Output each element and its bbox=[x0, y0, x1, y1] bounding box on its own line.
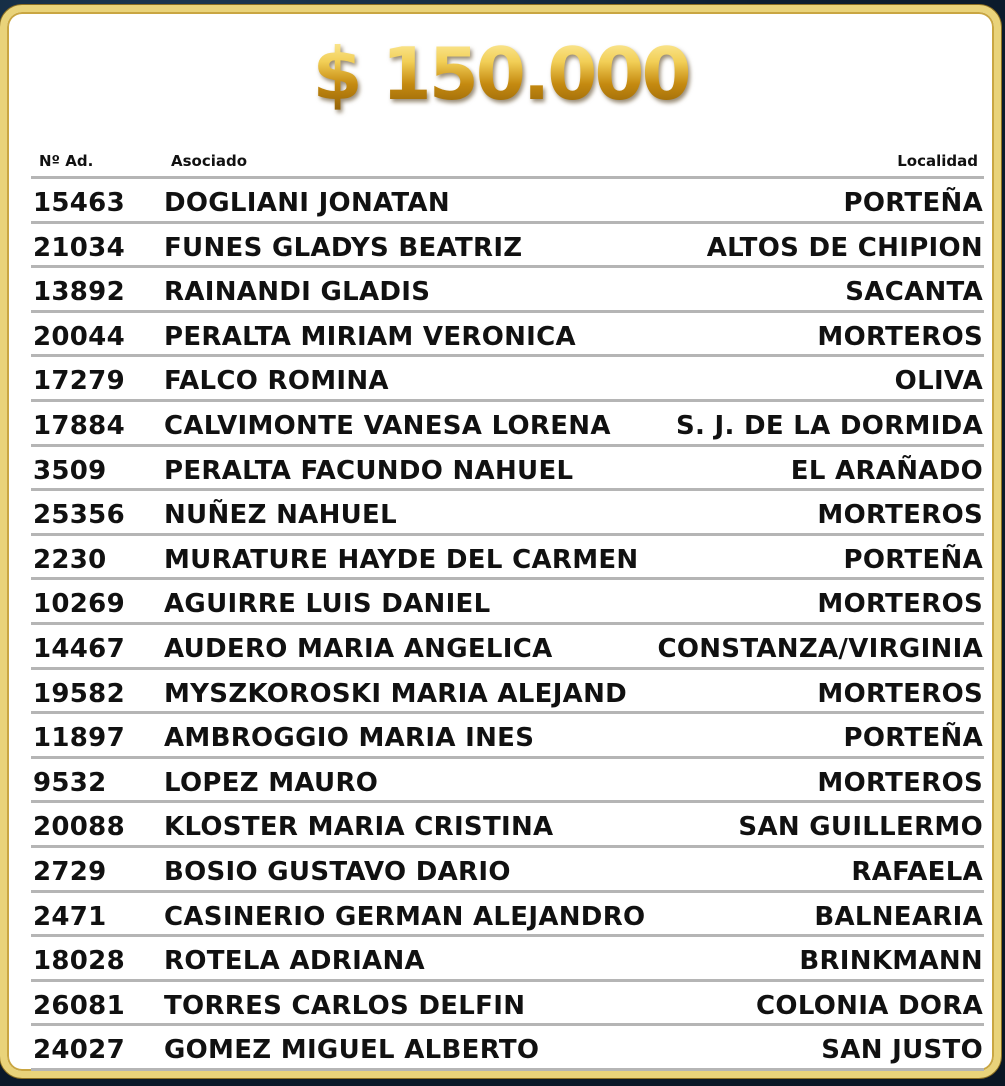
member-locality: OLIVA bbox=[894, 366, 983, 397]
table-row bbox=[31, 714, 984, 759]
table-row bbox=[31, 402, 984, 447]
table-row bbox=[31, 937, 984, 982]
member-name: MYSZKOROSKI MARIA ALEJAND bbox=[164, 678, 628, 709]
member-number: 10269 bbox=[33, 589, 125, 620]
member-locality: ALTOS DE CHIPION bbox=[706, 232, 983, 263]
member-locality: MORTEROS bbox=[817, 589, 983, 620]
member-number: 3509 bbox=[33, 455, 107, 486]
member-name: FALCO ROMINA bbox=[164, 366, 389, 397]
member-locality: MORTEROS bbox=[817, 767, 983, 798]
member-number: 18028 bbox=[33, 946, 125, 977]
member-name: FUNES GLADYS BEATRIZ bbox=[164, 232, 523, 263]
member-number: 9532 bbox=[33, 767, 107, 798]
member-number: 2230 bbox=[33, 544, 107, 575]
member-name: DOGLIANI JONATAN bbox=[164, 188, 450, 218]
member-number: 21034 bbox=[33, 232, 125, 263]
member-locality: SAN GUILLERMO bbox=[738, 812, 983, 843]
member-name: PERALTA MIRIAM VERONICA bbox=[164, 321, 576, 352]
table-row bbox=[31, 580, 984, 625]
member-number: 20044 bbox=[33, 321, 125, 352]
member-name: CALVIMONTE VANESA LORENA bbox=[164, 410, 611, 441]
member-number: 2729 bbox=[33, 856, 107, 887]
member-name: KLOSTER MARIA CRISTINA bbox=[164, 812, 554, 843]
table-row bbox=[31, 447, 984, 492]
member-name: BOSIO GUSTAVO DARIO bbox=[164, 856, 511, 887]
member-locality: COLONIA DORA bbox=[756, 990, 983, 1021]
member-name: AGUIRRE LUIS DANIEL bbox=[164, 589, 491, 620]
member-locality: RAFAELA bbox=[851, 856, 983, 887]
member-name: LOPEZ MAURO bbox=[164, 767, 379, 798]
member-locality: PORTEÑA bbox=[843, 544, 983, 575]
member-locality: SAN JUSTO bbox=[821, 1035, 983, 1066]
member-number: 26081 bbox=[33, 990, 125, 1021]
member-locality: EL ARAÑADO bbox=[790, 455, 983, 486]
member-name: MURATURE HAYDE DEL CARMEN bbox=[164, 544, 639, 575]
table-row bbox=[31, 1026, 984, 1071]
member-number: 15463 bbox=[33, 188, 125, 218]
member-name: AMBROGGIO MARIA INES bbox=[164, 723, 535, 754]
member-locality: PORTEÑA bbox=[843, 723, 983, 754]
member-name: PERALTA FACUNDO NAHUEL bbox=[164, 455, 574, 486]
table-row bbox=[31, 803, 984, 848]
member-number: 14467 bbox=[33, 633, 125, 664]
column-header-locality: Localidad bbox=[897, 152, 978, 170]
winners-card bbox=[0, 5, 1001, 1078]
member-number: 13892 bbox=[33, 277, 125, 308]
member-number: 19582 bbox=[33, 678, 125, 709]
winners-table bbox=[31, 179, 984, 1071]
prize-amount-title: $ 150.000 bbox=[7, 32, 994, 116]
table-row bbox=[31, 670, 984, 715]
member-name: NUÑEZ NAHUEL bbox=[164, 500, 397, 531]
member-number: 25356 bbox=[33, 500, 125, 531]
table-row bbox=[31, 982, 984, 1027]
member-number: 17884 bbox=[33, 410, 125, 441]
table-row bbox=[31, 357, 984, 402]
member-locality: CONSTANZA/VIRGINIA bbox=[657, 633, 983, 664]
table-row bbox=[31, 268, 984, 313]
member-locality: SACANTA bbox=[845, 277, 983, 308]
member-name: TORRES CARLOS DELFIN bbox=[164, 990, 526, 1021]
member-number: 17279 bbox=[33, 366, 125, 397]
member-number: 20088 bbox=[33, 812, 125, 843]
table-row bbox=[31, 491, 984, 536]
member-locality: MORTEROS bbox=[817, 321, 983, 352]
member-locality: BRINKMANN bbox=[799, 946, 983, 977]
table-row bbox=[31, 893, 984, 938]
member-name: RAINANDI GLADIS bbox=[164, 277, 431, 308]
table-row bbox=[31, 179, 984, 224]
table-row bbox=[31, 536, 984, 581]
member-name: AUDERO MARIA ANGELICA bbox=[164, 633, 553, 664]
table-row bbox=[31, 759, 984, 804]
member-locality: MORTEROS bbox=[817, 678, 983, 709]
table-row bbox=[31, 313, 984, 358]
table-header bbox=[31, 146, 984, 179]
member-locality: MORTEROS bbox=[817, 500, 983, 531]
table-row bbox=[31, 625, 984, 670]
column-header-number: Nº Ad. bbox=[39, 152, 94, 170]
member-locality: S. J. DE LA DORMIDA bbox=[675, 410, 983, 441]
member-number: 24027 bbox=[33, 1035, 125, 1066]
member-locality: BALNEARIA bbox=[814, 901, 983, 932]
table-row bbox=[31, 848, 984, 893]
member-name: ROTELA ADRIANA bbox=[164, 946, 425, 977]
table-row bbox=[31, 224, 984, 269]
member-name: CASINERIO GERMAN ALEJANDRO bbox=[164, 901, 646, 932]
column-header-name: Asociado bbox=[171, 152, 248, 170]
member-number: 11897 bbox=[33, 723, 125, 754]
member-name: GOMEZ MIGUEL ALBERTO bbox=[164, 1035, 540, 1066]
member-number: 2471 bbox=[33, 901, 107, 932]
member-locality: PORTEÑA bbox=[843, 188, 983, 218]
